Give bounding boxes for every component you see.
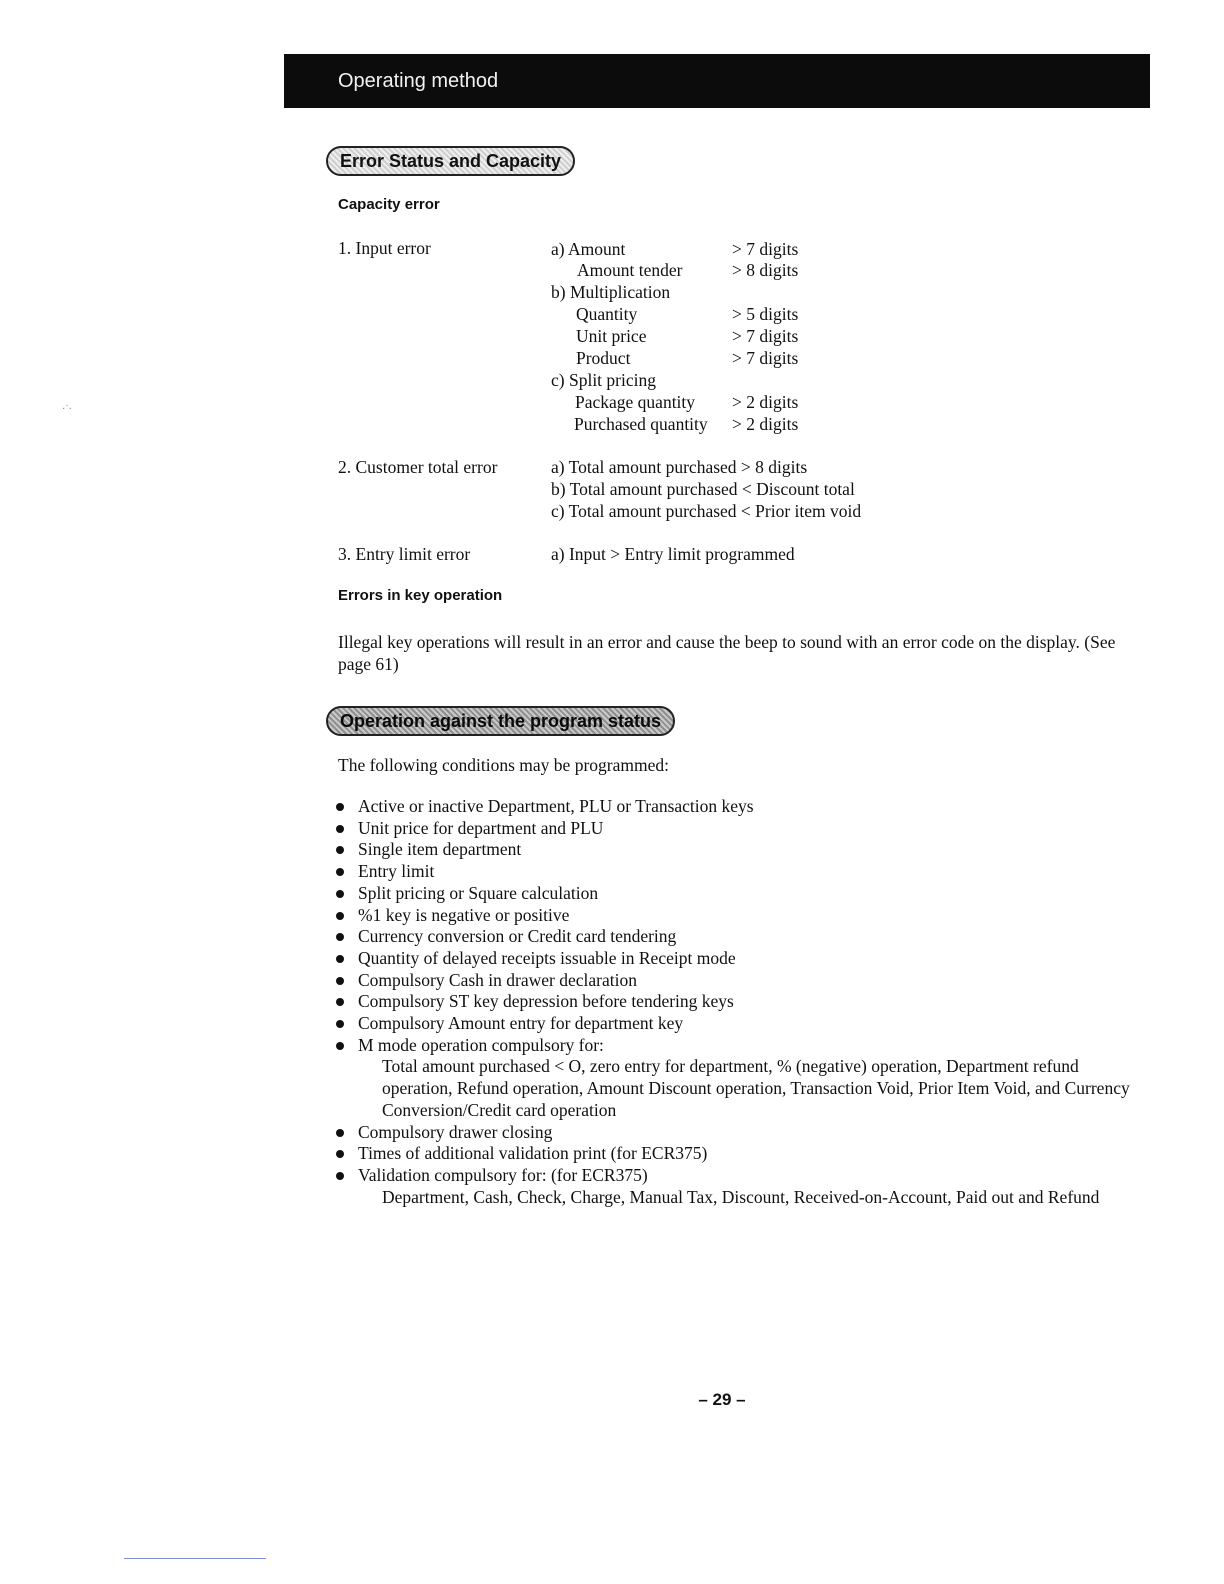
section-title-error-status: Error Status and Capacity (326, 146, 575, 176)
list-item-text: Unit price for department and PLU (358, 817, 604, 838)
list-item (334, 1013, 1134, 1035)
list-item (334, 948, 1134, 970)
list-item-text: Compulsory Amount entry for department key (358, 1013, 684, 1034)
customer-total-error-row: a) Total amount purchased > 8 digits (551, 457, 808, 477)
input-error-limit: > 8 digits (732, 260, 799, 280)
bullet-icon (336, 955, 344, 963)
list-item (334, 970, 1134, 992)
input-error-limit: > 5 digits (732, 304, 799, 324)
bullet-icon (336, 846, 344, 854)
bullet-icon (336, 1150, 344, 1158)
input-error-item: Amount tender (577, 260, 683, 280)
input-error-item: Quantity (576, 304, 638, 324)
list-item-text: Validation compulsory for: (for ECR375) (358, 1164, 648, 1185)
list-item (334, 926, 1134, 948)
list-item-text: %1 key is negative or positive (358, 904, 570, 925)
input-error-limit: > 2 digits (732, 414, 799, 434)
list-item-text: Times of additional validation print (for ECR375) (358, 1143, 708, 1164)
list-item-text: M mode operation compulsory for: (358, 1034, 604, 1055)
list-item (334, 905, 1134, 927)
validation-detail: Department, Cash, Check, Charge, Manual Tax, Discount, Received-on-Account, Paid out and Refund (382, 1186, 1100, 1207)
list-item-text: Split pricing or Square calculation (358, 882, 599, 903)
bullet-icon (336, 912, 344, 920)
list-item-text: Compulsory ST key depression before tendering keys (358, 991, 734, 1012)
list-item-text: Entry limit (358, 861, 435, 882)
bullet-icon (336, 1020, 344, 1028)
list-item (334, 818, 1134, 840)
conditions-list (334, 796, 1134, 1208)
customer-total-error-row: c) Total amount purchased < Prior item void (551, 501, 862, 521)
list-item (334, 861, 1134, 883)
list-item-text: Active or inactive Department, PLU or Transaction keys (358, 796, 754, 816)
input-error-limit: > 7 digits (732, 239, 799, 259)
input-error-limit: > 7 digits (732, 348, 799, 368)
scan-speck: ·˙· (62, 404, 72, 415)
bullet-icon (336, 825, 344, 833)
list-item (334, 883, 1134, 905)
list-item (334, 1122, 1134, 1144)
input-error-item: Product (576, 348, 631, 368)
list-item-text: Compulsory Cash in drawer declaration (358, 969, 637, 990)
input-error-label: 1. Input error (338, 238, 431, 258)
list-item (334, 1035, 1134, 1122)
entry-limit-error-label: 3. Entry limit error (338, 544, 471, 564)
key-errors-paragraph: Illegal key operations will result in an error and cause the beep to sound with an error code on the display. (See page 61) (338, 632, 1116, 674)
input-error-item: Package quantity (575, 392, 696, 412)
input-error-item: c) Split pricing (551, 370, 656, 390)
bullet-icon (336, 803, 344, 811)
footer-rule (124, 1558, 266, 1559)
page-number: – 29 – (698, 1390, 746, 1409)
bullet-icon (336, 933, 344, 941)
list-item (334, 1165, 1134, 1208)
list-item-text: Compulsory drawer closing (358, 1121, 553, 1142)
list-item-text: Quantity of delayed receipts issuable in Receipt mode (358, 947, 736, 968)
bullet-icon (336, 977, 344, 985)
conditions-intro: The following conditions may be programmed: (338, 755, 669, 775)
bullet-icon (336, 1129, 344, 1137)
entry-limit-error-row: a) Input > Entry limit programmed (551, 544, 795, 564)
capacity-error-heading: Capacity error (338, 196, 440, 213)
header-title: Operating method (338, 70, 499, 92)
input-error-item: Purchased quantity (574, 414, 708, 434)
list-item-text: Single item department (358, 839, 522, 860)
list-item (334, 1143, 1134, 1165)
input-error-limit: > 7 digits (732, 326, 799, 346)
customer-total-error-label: 2. Customer total error (338, 457, 498, 477)
bullet-icon (336, 998, 344, 1006)
bullet-icon (336, 868, 344, 876)
input-error-item: b) Multiplication (551, 282, 671, 302)
list-item (334, 991, 1134, 1013)
page-header (284, 54, 1150, 108)
input-error-item: Unit price (576, 326, 647, 346)
list-item-text: Currency conversion or Credit card tendering (358, 926, 677, 947)
list-item (334, 796, 1134, 818)
input-error-limit: > 2 digits (732, 392, 799, 412)
bullet-icon (336, 1172, 344, 1180)
bullet-icon (336, 1042, 344, 1050)
section-title-program-status: Operation against the program status (326, 706, 675, 736)
list-item (334, 839, 1134, 861)
key-errors-heading: Errors in key operation (338, 587, 503, 604)
input-error-item: a) Amount (551, 239, 626, 259)
customer-total-error-row: b) Total amount purchased < Discount total (551, 479, 855, 499)
m-mode-detail: Total amount purchased < O, zero entry for department, % (negative) operation, Department refund operation, Refund operation, Amount Discount operation, Transaction Void, Prior Item Void, and Currency Conversion/Credit card operation (382, 1056, 1130, 1120)
bullet-icon (336, 890, 344, 898)
